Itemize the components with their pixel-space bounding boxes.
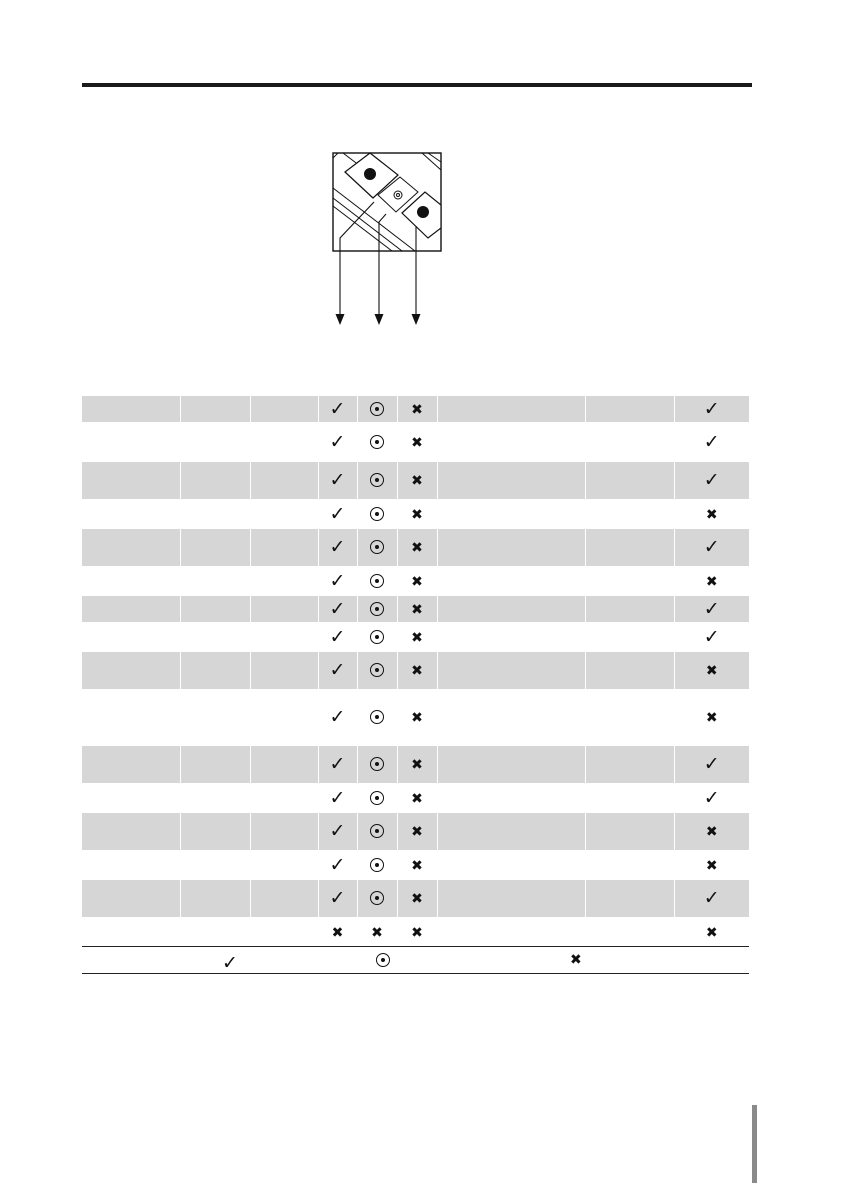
table-row xyxy=(82,850,749,880)
check-icon: ✓ xyxy=(329,430,346,453)
table-cell xyxy=(674,917,749,947)
table-cell xyxy=(585,596,674,622)
table-cell xyxy=(397,422,437,462)
table-cell xyxy=(357,529,397,566)
table-cell xyxy=(397,652,437,689)
table-cell xyxy=(82,422,180,462)
arrowheads xyxy=(336,314,421,325)
cross-icon: ✖ xyxy=(705,663,718,679)
table-cell xyxy=(397,622,437,652)
check-icon: ✓ xyxy=(222,952,238,974)
table-row xyxy=(82,596,749,622)
dot-circle-icon xyxy=(370,663,384,677)
table-cell xyxy=(318,396,357,422)
table-row xyxy=(82,652,749,689)
table-cell xyxy=(318,566,357,596)
table-cell xyxy=(180,850,250,880)
table-cell xyxy=(585,689,674,746)
table-cell xyxy=(437,499,585,529)
table-cell xyxy=(82,850,180,880)
table-row xyxy=(82,529,749,566)
table-cell xyxy=(437,652,585,689)
dot-circle-icon xyxy=(370,630,384,644)
cross-icon: ✖ xyxy=(411,891,423,907)
table-cell xyxy=(397,783,437,813)
table-cell xyxy=(82,529,180,566)
arrow-down-icon xyxy=(412,314,421,325)
table-cell xyxy=(250,462,318,499)
table-cell xyxy=(250,596,318,622)
check-icon: ✓ xyxy=(703,625,720,648)
check-icon: ✓ xyxy=(703,536,720,558)
table-cell xyxy=(180,422,250,462)
page-edge-marker xyxy=(752,1105,757,1183)
table-cell xyxy=(397,813,437,850)
table-cell xyxy=(674,652,749,689)
table-cell xyxy=(397,689,437,746)
table-cell xyxy=(250,880,318,917)
check-icon: ✓ xyxy=(703,430,720,453)
dot-circle-icon xyxy=(370,435,384,449)
table-cell xyxy=(357,917,397,947)
table-cell xyxy=(82,689,180,746)
check-icon: ✓ xyxy=(703,887,720,909)
table-cell xyxy=(437,422,585,462)
dot-circle-icon xyxy=(370,710,384,724)
table-cell xyxy=(180,652,250,689)
dot-circle-icon xyxy=(370,602,384,616)
table-cell xyxy=(397,499,437,529)
table-cell xyxy=(180,813,250,850)
table-cell xyxy=(82,499,180,529)
table-cell xyxy=(250,689,318,746)
check-icon: ✓ xyxy=(329,502,346,525)
table-cell xyxy=(674,566,749,596)
table-row xyxy=(82,396,749,422)
table-cell xyxy=(357,813,397,850)
cross-icon: ✖ xyxy=(371,924,383,941)
table-cell xyxy=(250,422,318,462)
check-icon: ✓ xyxy=(329,397,346,420)
table-cell xyxy=(437,917,585,947)
check-icon: ✓ xyxy=(329,753,346,775)
table-cell xyxy=(437,529,585,566)
table-cell xyxy=(437,396,585,422)
table-row xyxy=(82,783,749,813)
arrow-down-icon xyxy=(336,314,345,325)
dot-circle-icon xyxy=(370,824,384,838)
cross-icon: ✖ xyxy=(705,857,718,874)
table-cell xyxy=(250,746,318,783)
table-row xyxy=(82,746,749,783)
cross-icon: ✖ xyxy=(705,924,718,941)
cross-icon: ✖ xyxy=(331,924,344,941)
table-cell xyxy=(180,746,250,783)
table-cell xyxy=(397,462,437,499)
cross-icon: ✖ xyxy=(705,573,718,590)
cross-icon: ✖ xyxy=(411,573,423,590)
dot-circle-icon xyxy=(370,757,384,771)
table-cell xyxy=(585,422,674,462)
table-cell xyxy=(318,880,357,917)
table-cell xyxy=(318,917,357,947)
table-cell xyxy=(250,850,318,880)
button-right-dot xyxy=(417,206,429,218)
table-row xyxy=(82,813,749,850)
cross-icon: ✖ xyxy=(411,824,423,840)
cross-icon: ✖ xyxy=(570,952,582,968)
check-icon: ✓ xyxy=(703,469,720,491)
table-cell xyxy=(674,422,749,462)
dot-circle-icon xyxy=(376,953,390,967)
table-cell xyxy=(674,396,749,422)
check-icon: ✓ xyxy=(329,536,346,558)
dot-circle-icon xyxy=(370,473,384,487)
table-row xyxy=(82,462,749,499)
check-icon: ✓ xyxy=(703,786,720,809)
table-cell xyxy=(250,529,318,566)
table-cell xyxy=(82,880,180,917)
table-cell xyxy=(180,783,250,813)
check-icon: ✓ xyxy=(329,820,346,842)
table-cell xyxy=(250,813,318,850)
table-cell xyxy=(437,783,585,813)
dot-circle-icon xyxy=(370,574,384,588)
table-cell xyxy=(180,622,250,652)
arrow-down-icon xyxy=(375,314,384,325)
table-cell xyxy=(82,813,180,850)
check-icon: ✓ xyxy=(329,625,346,648)
table-cell xyxy=(397,529,437,566)
cross-icon: ✖ xyxy=(411,473,423,489)
table-cell xyxy=(437,813,585,850)
table-cell xyxy=(180,596,250,622)
cross-icon: ✖ xyxy=(411,629,423,646)
table-cell xyxy=(357,499,397,529)
table-cell xyxy=(357,783,397,813)
cross-icon: ✖ xyxy=(411,924,423,941)
table-cell xyxy=(397,396,437,422)
cross-icon: ✖ xyxy=(411,790,423,807)
dot-circle-icon xyxy=(370,540,384,554)
cross-icon: ✖ xyxy=(411,401,423,418)
table-row xyxy=(82,622,749,652)
table-cell xyxy=(250,566,318,596)
table-cell xyxy=(318,813,357,850)
table-cell xyxy=(437,596,585,622)
table-cell xyxy=(82,462,180,499)
table-cell xyxy=(180,689,250,746)
cross-icon: ✖ xyxy=(705,506,718,523)
check-icon: ✓ xyxy=(329,659,346,681)
table-cell xyxy=(318,622,357,652)
table-cell xyxy=(585,746,674,783)
table-cell xyxy=(180,462,250,499)
check-icon: ✓ xyxy=(329,597,346,620)
table-cell xyxy=(585,529,674,566)
table-cell xyxy=(357,850,397,880)
check-icon: ✓ xyxy=(329,853,346,876)
table-cell xyxy=(180,529,250,566)
table-cell xyxy=(585,917,674,947)
table-cell xyxy=(82,566,180,596)
table-cell xyxy=(180,880,250,917)
table-cell xyxy=(674,596,749,622)
table-row xyxy=(82,566,749,596)
check-icon: ✓ xyxy=(329,469,346,491)
table-cell xyxy=(674,462,749,499)
button-left-dot xyxy=(364,168,376,180)
table-cell xyxy=(180,499,250,529)
table-cell xyxy=(82,652,180,689)
table-cell xyxy=(82,783,180,813)
table-cell xyxy=(250,396,318,422)
table-cell xyxy=(250,783,318,813)
table-cell xyxy=(674,813,749,850)
table-cell xyxy=(357,596,397,622)
table-cell xyxy=(585,850,674,880)
cross-icon: ✖ xyxy=(411,506,423,523)
table-cell xyxy=(397,746,437,783)
table-row xyxy=(82,689,749,746)
table-cell xyxy=(585,396,674,422)
table-cell xyxy=(437,462,585,499)
table-cell xyxy=(82,622,180,652)
table-cell xyxy=(585,652,674,689)
cross-icon: ✖ xyxy=(705,824,718,840)
table-cell xyxy=(318,462,357,499)
table-cell xyxy=(585,499,674,529)
table-cell xyxy=(318,652,357,689)
cross-icon: ✖ xyxy=(411,757,423,773)
table-cell xyxy=(82,917,180,947)
table-cell xyxy=(357,622,397,652)
table-cell xyxy=(82,746,180,783)
table-cell xyxy=(397,850,437,880)
table-cell xyxy=(397,917,437,947)
table-cell xyxy=(318,689,357,746)
dot-circle-icon xyxy=(370,402,384,416)
table-cell xyxy=(437,880,585,917)
table-cell xyxy=(318,783,357,813)
table-cell xyxy=(585,783,674,813)
cross-icon: ✖ xyxy=(411,601,423,618)
dot-circle-icon xyxy=(370,858,384,872)
symbol-legend xyxy=(82,946,749,974)
table-cell xyxy=(180,396,250,422)
table-row xyxy=(82,917,749,947)
table-cell xyxy=(180,566,250,596)
feature-matrix-table xyxy=(82,396,749,947)
table-cell xyxy=(318,529,357,566)
table-cell xyxy=(397,880,437,917)
table-cell xyxy=(437,850,585,880)
table-cell xyxy=(437,746,585,783)
table-cell xyxy=(437,689,585,746)
table-cell xyxy=(357,689,397,746)
table-cell xyxy=(250,499,318,529)
dot-circle-icon xyxy=(370,507,384,521)
table-cell xyxy=(180,917,250,947)
cross-icon: ✖ xyxy=(705,710,718,726)
table-cell xyxy=(674,880,749,917)
table-cell xyxy=(585,880,674,917)
cross-icon: ✖ xyxy=(411,857,423,874)
table-cell xyxy=(357,566,397,596)
table-cell xyxy=(357,746,397,783)
check-icon: ✓ xyxy=(329,887,346,909)
table-cell xyxy=(585,566,674,596)
table-cell xyxy=(250,917,318,947)
table-cell xyxy=(674,850,749,880)
table-cell xyxy=(674,529,749,566)
check-icon: ✓ xyxy=(329,569,346,592)
dot-circle-icon xyxy=(370,891,384,905)
check-icon: ✓ xyxy=(329,786,346,809)
table-cell xyxy=(357,652,397,689)
table-cell xyxy=(82,396,180,422)
table-cell xyxy=(674,783,749,813)
cross-icon: ✖ xyxy=(411,540,423,556)
table-cell xyxy=(357,462,397,499)
table-cell xyxy=(674,746,749,783)
table-cell xyxy=(357,880,397,917)
table-cell xyxy=(318,422,357,462)
check-icon: ✓ xyxy=(703,597,720,620)
button-panel-drawing xyxy=(320,150,450,330)
table-cell xyxy=(585,813,674,850)
cross-icon: ✖ xyxy=(411,663,423,679)
table-cell xyxy=(585,462,674,499)
check-icon: ✓ xyxy=(703,753,720,775)
table-cell xyxy=(318,850,357,880)
table-row xyxy=(82,880,749,917)
table-cell xyxy=(674,689,749,746)
table-cell xyxy=(82,596,180,622)
table-cell xyxy=(357,396,397,422)
table-cell xyxy=(397,566,437,596)
header-rule xyxy=(82,83,752,87)
table-cell xyxy=(318,499,357,529)
table-cell xyxy=(318,746,357,783)
table-cell xyxy=(674,622,749,652)
dot-circle-icon xyxy=(370,791,384,805)
table-cell xyxy=(437,566,585,596)
table-cell xyxy=(397,596,437,622)
cross-icon: ✖ xyxy=(411,710,423,726)
table-cell xyxy=(250,622,318,652)
table-cell xyxy=(357,422,397,462)
table-cell xyxy=(674,499,749,529)
table-cell xyxy=(250,652,318,689)
table-cell xyxy=(437,622,585,652)
check-icon: ✓ xyxy=(703,397,720,420)
cross-icon: ✖ xyxy=(411,434,423,451)
check-icon: ✓ xyxy=(329,706,346,728)
table-cell xyxy=(585,622,674,652)
table-row xyxy=(82,499,749,529)
button-panel-illustration xyxy=(320,150,450,330)
table-cell xyxy=(318,596,357,622)
table-row xyxy=(82,422,749,462)
